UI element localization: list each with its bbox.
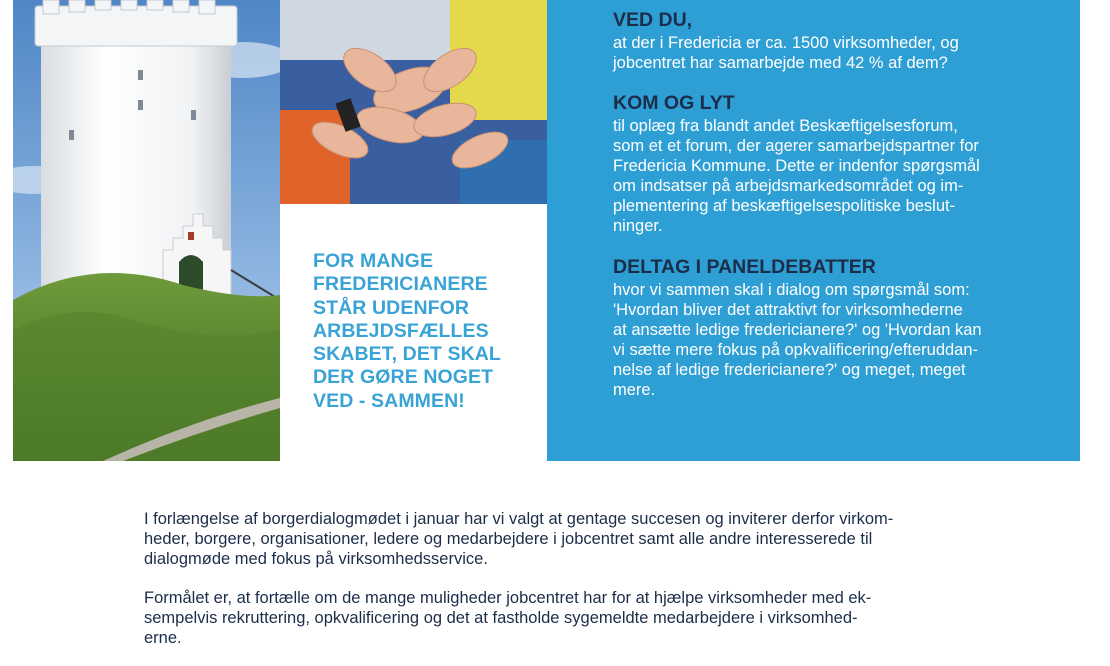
- info-panel: [547, 0, 1080, 461]
- info-heading: DELTAG I PANELDEBATTER: [613, 256, 876, 278]
- body-paragraph-purpose: Formålet er, at fortælle om de mange muligheder jobcentret har for at hjælpe virksomheder med ek- sempelvis rekruttering, opkvalificering og det at fastholde sygemeldte medarbejdere i virksomhed- erne.: [144, 589, 872, 647]
- info-heading: KOM OG LYT: [613, 92, 735, 114]
- info-text: til oplæg fra blandt andet Beskæftigelsesforum, som et et forum, der agerer samarbejdspartner for Fredericia Kommune. Dette er indenfor spørgsmål om indsatser på arbejdsmarkedsområdet og im- plementering af beskæftigelsespolitiske beslut- ninger.: [613, 117, 980, 235]
- info-block-ved-du: [613, 9, 1053, 73]
- joined-hands-photo: [280, 0, 547, 204]
- info-block-kom-og-lyt: [613, 92, 1053, 236]
- slogan-box: [280, 204, 547, 461]
- info-text: at der i Fredericia er ca. 1500 virksomheder, og jobcentret har samarbejde med 42 % af dem?: [613, 34, 959, 72]
- body-paragraph-intro: I forlængelse af borgerdialogmødet i januar har vi valgt at gentage succesen og inviterer derfor virkom- heder, borgere, organisationer, ledere og medarbejdere i jobcentret samt alle andre interesserede til dialogmøde med fokus på virksomhedsservice.: [144, 510, 894, 568]
- water-tower-photo: [13, 0, 280, 461]
- info-heading: VED DU,: [613, 9, 693, 31]
- info-block-deltag: [613, 256, 1053, 400]
- slogan-text: FOR MANGE FREDERICIANERE STÅR UDENFOR ARBEJDSFÆLLES SKABET, DET SKAL DER GØRE NOGET VED - SAMMEN!: [313, 250, 501, 412]
- info-text: hvor vi sammen skal i dialog om spørgsmål som: 'Hvordan bliver det attraktivt for virksomhederne at ansætte ledige fredericianere?' og 'Hvordan kan vi sætte mere fokus på opkvalificering/efteruddan- nelse af ledige fredericianere?' og meget, meget mere.: [613, 281, 982, 399]
